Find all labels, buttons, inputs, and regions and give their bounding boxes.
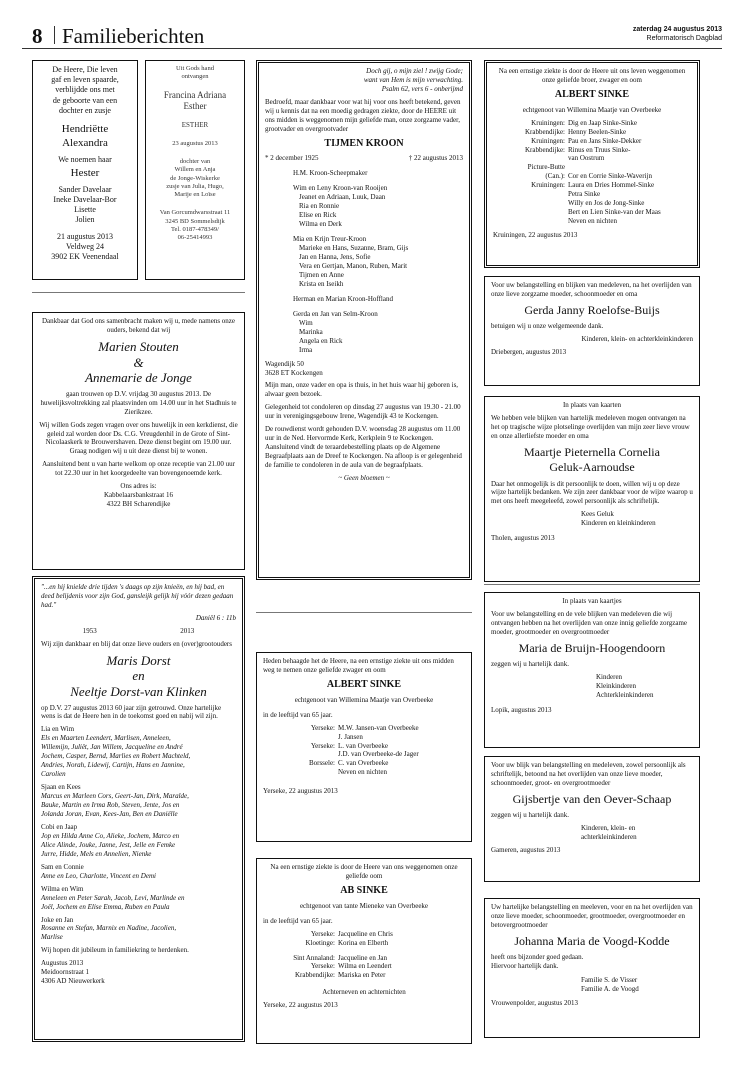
text-line: Kabbelaarsbankstraat 16 — [104, 491, 173, 500]
family-member: M.W. Jansen-van Overbeeke — [338, 723, 419, 732]
nickname-intro: We noemen haar — [58, 155, 112, 165]
newspaper-name: Reformatorisch Dagblad — [646, 35, 722, 42]
family-groups — [41, 725, 236, 942]
ad-intro: Na een ernstige ziekte is door de Heere uit ons leven weggenomen onze geliefde broer, zwager en oom — [498, 67, 686, 84]
age-line: in de leeftijd van 65 jaar. — [263, 916, 333, 925]
text-line: Doch gij, o mijn ziel ! zwijg Gode; — [366, 67, 463, 75]
family-row — [263, 930, 465, 939]
ad-footer: Kruiningen, 22 augustus 2013 — [493, 231, 578, 240]
ad-intro — [39, 65, 131, 116]
family-member: Tijmen en Anne — [299, 270, 344, 279]
family-group — [41, 783, 236, 819]
ampersand: & — [133, 354, 144, 370]
family-line: Cobi en Jaap — [41, 822, 78, 831]
family-list — [265, 169, 463, 354]
conjunction: en — [132, 668, 145, 684]
footer-line: 4306 AD Nieuwerkerk — [41, 977, 105, 986]
family-line: Jochem, Casper, Bernd, Marlies en Robert Machteld, — [41, 752, 191, 761]
nickname: Hester — [70, 166, 100, 179]
family-member: J. Jansen — [338, 732, 363, 741]
family-line: Bauke, Martin en Irma Rob, Steven, Jente, Jos en — [41, 801, 180, 810]
ad-ab-sinke — [256, 858, 472, 1044]
family-member: Wim — [299, 318, 313, 327]
deceased-name: ALBERT SINKE — [326, 678, 402, 690]
wife-name: Neeltje Dorst-van Klinken — [70, 683, 207, 699]
family-row — [263, 750, 465, 759]
family-member: Herman en Marian Kroon-Hoffland — [293, 294, 393, 303]
family-line: Carolien — [41, 770, 66, 779]
ad-paragraph: op D.V. 27 augustus 2013 60 jaar zijn getrouwd. Onze hartelijke wens is dat de Heere hen in de toekomst goed en nabij wil zijn. — [41, 703, 222, 721]
family-member: Wilma en Leendert — [338, 962, 392, 971]
ad-footer: Lopik, augustus 2013 — [491, 705, 552, 714]
place-label: Kloetinge: — [305, 938, 335, 947]
ad-paragraph: Wij willen Gods zegen vragen over ons huwelijk in een kerkdienst, die geleid zal worden door Ds. C.G. Vreugdenhil in de Grote of Sint-Nicolaaskerk te Brouwershaven. Deze dienst begint om 19.00 uur. Graag nodigen wij u uit deze dienst bij te wonen. — [39, 420, 238, 456]
place-label: Kruiningen: — [531, 118, 565, 127]
thanks-lines — [491, 953, 693, 971]
bible-verse — [265, 67, 463, 94]
ad-gerda — [484, 276, 700, 386]
deceased-name: Johanna Maria de Voogd-Kodde — [514, 933, 670, 948]
family-line: Els en Maarten Leendert, Marlisen, Anneleen, — [41, 734, 171, 743]
address — [39, 482, 238, 509]
family-group — [41, 885, 236, 912]
text-line: Ons adres is: — [120, 482, 157, 491]
ad-hendriette — [32, 60, 138, 280]
family-line: Wilma en Wim — [41, 884, 84, 893]
family-member: Jan en Hanna, Jens, Sofie — [299, 253, 371, 262]
family-member: Jolien — [75, 215, 95, 225]
verse-reference: Psalm 62, vers 6 - onberijmd — [381, 84, 463, 93]
family-member: Ria en Ronnie — [299, 202, 340, 211]
family-line: Jolanda Joran, Evan, Kees-Jan, Ben en Daniëlle — [41, 809, 178, 818]
family-row — [493, 146, 691, 155]
family-list — [491, 976, 693, 994]
text-line: 4322 BH Scharendijke — [106, 500, 171, 509]
ad-paragraph: gaan trouwen op D.V. vrijdag 30 augustus 2013. De huwelijksvoltrekking zal plaatsvinden om 14.00 uur in het Stadhuis te Zierikzee. — [40, 389, 237, 416]
page-header — [22, 22, 722, 49]
family-member: Ineke Davelaar-Bor — [53, 194, 117, 204]
family-row — [493, 199, 691, 208]
family-line: Jurre, Hidde, Mels en Annelien, Nienke — [41, 849, 152, 858]
ad-intro: Voor uw belangstelling en blijken van medeleven, na het overlijden van onze lieve zorgzame moeder, schoonmoeder en oma — [491, 281, 692, 298]
family-line: Joke en Jan — [41, 915, 74, 924]
family-member: Gerda en Jan van Selm-Kroon — [293, 309, 378, 318]
family-row — [263, 971, 465, 980]
footer-line: Veldweg 24 — [66, 241, 104, 251]
place-label — [493, 190, 568, 199]
deceased-name: Gijsbertje van den Oever-Schaap — [512, 791, 672, 806]
ad-paragraph: We hebben vele blijken van hartelijk medeleven mogen ontvangen na het op tragische wijze plotselinge overlijden van mijn zeer lieve vrouw en onze allerliefste moeder en oma — [491, 413, 690, 440]
family-line: Rosanne en Stefan, Marnix en Nadine, Jacolien, — [41, 924, 177, 933]
family-line: Anneleen en Peter Sarah, Jacob, Levi, Marlinde en — [41, 893, 185, 902]
family-line: Anne en Leo, Charlotte, Vincent en Demi — [41, 871, 156, 880]
family-line: Lia en Wim — [41, 725, 75, 734]
text-line: 06-25414993 — [177, 234, 213, 242]
nickname: ESTHER — [181, 120, 209, 129]
place-label: Kruiningen: — [531, 181, 565, 190]
child-name: Francina Adriana — [163, 89, 227, 100]
family-member: Kinderen — [596, 673, 623, 682]
place-label — [263, 768, 338, 777]
ad-francina — [145, 60, 245, 280]
family-line: Marcus en Marleen Cors, Geert-Jan, Dirk, Maralde, — [41, 792, 189, 801]
text-line: want van Hem is mijn verwachting. — [363, 75, 463, 84]
family-line: Jop en Hilda Anne Co, Alieke, Jochem, Marco en — [41, 831, 180, 840]
family-row — [263, 954, 465, 963]
text-line: Marije en Loïse — [174, 191, 216, 199]
life-dates — [265, 154, 463, 163]
family-row — [263, 733, 465, 742]
birth-date: 23 augustus 2013 — [172, 139, 218, 147]
deceased-name: Maartje Pieternella Cornelia — [524, 444, 660, 459]
family-member: Wilma en Derk — [299, 220, 342, 229]
ad-paragraph: Gelegenheid tot condoleren op dinsdag 27 augustus van 19.30 - 21.00 uur in verenigingsgebouw Irene, Wagendijk 43 te Kockengen. — [265, 403, 461, 421]
column-rule — [256, 612, 472, 613]
text-line: Tel. 0187-478349/ — [171, 226, 219, 234]
family-line: Sam en Connie — [41, 862, 84, 871]
place-label — [263, 733, 338, 742]
ad-footer: Yerseke, 22 augustus 2013 — [263, 1001, 338, 1010]
family-member: Pau en Jans Sinke-Dekker — [568, 136, 642, 145]
ad-paragraph: Uw hartelijke belangstelling en meeleven, voor en na het overlijden van onze lieve moeder, schoonmoeder, grootmoeder, overgrootmoeder en betovergrootmoeder — [491, 903, 693, 929]
family-member: Jeanet en Adriaan, Luuk, Daan — [299, 193, 386, 202]
bible-verse: "...en hij knielde drie tijden 's daags op zijn knieën, en hij bad, en deed belijdenis voor zijn God, gansleijk gelijk hij vóór dezen gedaan had." — [41, 583, 234, 609]
child-name-2: Alexandra — [62, 137, 108, 150]
ad-intro: Dankbaar dat God ons samenbracht maken wij u, mede namens onze ouders, bekend dat wij — [41, 317, 236, 334]
place-label: Sint Annaland: — [293, 953, 335, 962]
bride-name: Annemarie de Jonge — [85, 370, 192, 386]
family-member: Neven en nichten — [568, 217, 617, 226]
family-member: Laura en Dries Hommel-Sinke — [568, 181, 655, 190]
header-divider — [54, 26, 55, 44]
ad-paragraph: Daar het onmogelijk is dit persoonlijk te doen, willen wij u op deze wijze hartelijk bedanken. We zijn zeer dankbaar voor de wijze waarop u met ons heeft meegeleefd, zowel persoonlijk als schriftelijk. — [491, 479, 693, 506]
family-member: Familie A. de Voogd — [581, 985, 639, 994]
family-member: J.D. van Overbeeke-de Jager — [338, 750, 419, 759]
family-member: Lisette — [74, 205, 96, 215]
address — [265, 360, 463, 378]
footer-line: 3902 EK Veenendaal — [51, 252, 119, 262]
thanks-line: Hiervoor hartelijk dank. — [491, 962, 559, 971]
deceased-name: Gerda Janny Roelofse-Buijs — [524, 302, 660, 317]
family-row — [263, 742, 465, 751]
family-list — [39, 185, 131, 226]
ad-paragraph: Wij hopen dit jubileum in familiekring te herdenken. — [41, 946, 189, 955]
ad-footer: Tholen, augustus 2013 — [491, 534, 555, 543]
family-member: Irma — [299, 345, 313, 354]
place-label — [493, 217, 568, 226]
issue-date: zaterdag 24 augustus 2013 — [632, 26, 722, 33]
death-date: † 22 augustus 2013 — [408, 154, 463, 163]
family-row — [493, 163, 691, 172]
family-group — [41, 916, 236, 943]
family-list — [493, 119, 691, 226]
place-label: Yerseke: — [310, 723, 335, 732]
family-row — [263, 962, 465, 971]
ad-intro: Na een ernstige ziekte is door de Heere van ons weggenomen onze geliefde oom — [270, 863, 458, 880]
place-label: Yerseke: — [310, 741, 335, 750]
family-member: Jacqueline en Jan — [338, 953, 387, 962]
family-member: L. van Overbeeke — [338, 741, 388, 750]
year-start: 1953 — [82, 626, 97, 635]
place-label: Borssele: — [308, 759, 335, 768]
family-list — [491, 673, 693, 700]
thanks-line: zeggen wij u hartelijk dank. — [491, 660, 569, 669]
ad-intro: Bedroefd, maar dankbaar voor wat hij voor ons heeft betekend, geven wij u kennis dat na een moedig gedragen ziekte, door de HEERE uit ons midden is weggenomen mijn geliefde man, onze zorgzame vader, grootvader en overgrootvader — [265, 97, 461, 133]
family-member: Jacqueline en Chris — [338, 929, 393, 938]
family-member: Wim en Leny Kroon-van Rooijen — [293, 184, 388, 193]
place-label — [493, 208, 568, 217]
family-row — [493, 181, 691, 190]
family-member: Willy en Jos de Jong-Sinke — [568, 199, 645, 208]
groom-name: Marien Stouten — [98, 338, 179, 354]
year-row — [41, 627, 236, 636]
spouse-line: echtgenoot van Willemina Maatje van Overbeeke — [522, 105, 662, 114]
ad-gijsbertje — [484, 756, 700, 882]
ad-maartje — [484, 396, 700, 582]
place-label: Krabbendijke: — [524, 127, 565, 136]
family-row — [493, 128, 691, 137]
ad-footer — [41, 959, 236, 986]
text-line: 3245 BD Sommelsdijk — [165, 217, 225, 225]
ad-albert-sinke-1 — [484, 60, 700, 268]
family-line: Alice Alinde, Jouke, Janne, Jest, Jelle en Femke — [41, 840, 176, 849]
ad-paragraph: Voor uw belangstelling en de vele blijken van medeleven die wij ontvangen hebben na het overlijden van onze innig geliefde zorgzame moeder, grootmoeder en overgrootmoeder — [491, 609, 687, 636]
ad-top-line: In plaats van kaarten — [562, 401, 622, 409]
family-member: Cor en Corrie Sinke-Waverijn — [568, 172, 652, 181]
ad-footer: Driebergen, augustus 2013 — [491, 348, 567, 357]
husband-name: Maris Dorst — [106, 652, 171, 668]
family-row — [493, 208, 691, 217]
place-label — [493, 154, 568, 163]
family-row — [493, 154, 691, 163]
ad-paragraph: Aansluitend bent u van harte welkom op onze receptie van 21.00 uur tot 22.30 uur in het koorgedeelte van bovengenoemde kerk. — [42, 460, 235, 478]
place-label — [263, 750, 338, 759]
family-member: Bert en Lien Sinke-van der Maas — [568, 208, 661, 217]
text-line: de Jonge-Wiskerke — [170, 174, 220, 182]
family-line: Kinderen, klein- en achterkleinkinderen — [581, 335, 693, 344]
ad-footer: Yerseke, 22 augustus 2013 — [263, 787, 338, 796]
place-label: Picture-Butte — [527, 163, 565, 172]
text-line: 3628 ET Kockengen — [265, 368, 323, 377]
ad-footer: ~ Geen bloemen ~ — [338, 474, 390, 483]
footer-line: Augustus 2013 — [41, 959, 84, 968]
text-line: De Heere, Die leven — [52, 65, 118, 74]
family-member: Marieke en Hans, Suzanne, Bram, Gijs — [299, 244, 409, 253]
family-member: Sander Davelaar — [58, 184, 112, 194]
family-list — [263, 930, 465, 981]
deceased-name: AB SINKE — [340, 884, 388, 896]
family-member: Kleinkinderen — [596, 682, 637, 691]
ad-top-line: In plaats van kaartjes — [562, 597, 622, 605]
ad-tijmen — [256, 60, 472, 580]
place-label: Yerseke: — [310, 962, 335, 971]
ad-intro: Heden behaagde het de Heere, na een ernstige ziekte uit ons midden weg te nemen onze geliefde zwager en oom — [263, 657, 454, 674]
family-member: achterkleinkinderen — [581, 833, 637, 842]
family-member: Achterkleinkinderen — [596, 691, 654, 700]
family-row — [263, 939, 465, 948]
place-label: Krabbendijke: — [524, 145, 565, 154]
column-rule — [32, 292, 245, 293]
family-list — [491, 824, 693, 842]
deceased-name: ALBERT SINKE — [554, 88, 630, 100]
child-name-2: Esther — [183, 101, 207, 112]
family-row — [493, 172, 691, 181]
ad-paragraph: Voor uw blijk van belangstelling en medeleven, zowel persoonlijk als schriftelijk, betoond na het overlijden van onze lieve moeder, schoonmoeder, groot- en overgrootmoeder — [491, 761, 686, 787]
footer-line: 21 augustus 2013 — [57, 231, 113, 241]
family-group — [41, 823, 236, 859]
deceased-name-2: Geluk-Aarnoudse — [549, 460, 635, 475]
text-line: gaf en leven spaarde, — [51, 75, 119, 85]
family-line: Willemijn, Juliët, Jan Willem, Jacqueline en André — [41, 743, 183, 752]
thanks-line: heeft ons bijzonder goed gedaan. — [491, 953, 584, 962]
text-line: Uit Gods hand — [176, 65, 214, 72]
ad-intro: Wij zijn dankbaar en blij dat onze lieve ouders en (over)grootouders — [41, 639, 232, 648]
text-line: Wagendijk 50 — [265, 359, 304, 368]
family-line: Andries, Norah, Lidewij, Cartijn, Hans en Jannine, — [41, 761, 185, 770]
family-line: Marlise — [41, 933, 63, 942]
family-member: Korina en Elberth — [338, 938, 389, 947]
thanks-line: zeggen wij u hartelijk dank. — [491, 811, 569, 820]
family-row — [263, 768, 465, 777]
ad-footer — [39, 232, 131, 263]
text-line: ontvangen — [181, 73, 209, 81]
family-member: Angela en Rick — [299, 336, 343, 345]
deceased-name: Maria de Bruijn-Hoogendoorn — [518, 640, 666, 655]
ad-marien — [32, 312, 245, 570]
family-list — [152, 158, 238, 200]
family-member: C. van Overbeeke — [338, 759, 389, 768]
family-member: Mariska en Peter — [338, 971, 386, 980]
family-member: Dig en Jaap Sinke-Sinke — [568, 118, 638, 127]
extra-relatives: Achterneven en achternichten — [322, 988, 406, 997]
page-number: 8 — [32, 24, 43, 48]
thanks-line: betuigen wij u onze welgemeende dank. — [491, 322, 604, 331]
family-line: Joël, Jochem en Elise Emma, Ruben en Paula — [41, 902, 170, 911]
child-name: Hendriëtte — [61, 123, 109, 136]
spouse-line: echtgenoot van Willemina Maatje van Overbeeke — [294, 695, 434, 704]
text-line: Willem en Anja — [174, 166, 216, 174]
ad-maris — [32, 576, 245, 1042]
place-label: Krabbendijke: — [294, 971, 335, 980]
family-list — [263, 724, 465, 778]
text-line: dochter en zusje — [59, 105, 111, 115]
family-member: van Oostrum — [568, 154, 605, 163]
spouse-line: echtgenoot van tante Mieneke van Overbeeke — [299, 901, 429, 910]
column-rule — [484, 584, 700, 585]
verse-reference: Daniël 6 : 11b — [195, 613, 236, 622]
place-label: Yerseke: — [310, 929, 335, 938]
text-line: dochter van — [179, 157, 211, 165]
place-label: Kruiningen: — [531, 136, 565, 145]
age-line: in de leeftijd van 65 jaar. — [263, 710, 333, 719]
family-member: Kinderen en kleinkinderen — [581, 519, 656, 528]
family-member: Familie S. de Visser — [581, 976, 638, 985]
ad-maria — [484, 592, 700, 748]
family-member: Kinderen, klein- en — [581, 824, 636, 833]
ad-paragraph: De rouwdienst wordt gehouden D.V. woensdag 28 augustus om 11.00 uur in de Ned. Hervormde Kerk, Kerkplein 9 te Kockengen. Aansluitend vindt de teraardebestelling plaats op de Algemene Begraafplaats aan de Dreef te Kockengen. Na afloop is er gelegenheid de familie te condoleren in de aula van de begraafplaats. — [265, 425, 462, 470]
text-line: verblijdde ons met — [55, 85, 115, 95]
text-line: de geboorte van een — [52, 95, 118, 105]
family-row — [493, 217, 691, 226]
year-end: 2013 — [180, 626, 195, 635]
ad-footer: Gameren, augustus 2013 — [491, 846, 561, 855]
family-line: Sjaan en Kees — [41, 783, 81, 792]
family-row — [493, 137, 691, 146]
family-member: Elise en Rick — [299, 211, 337, 220]
family-member: Krista en Iseikh — [299, 279, 344, 288]
text-line: zusje van Julia, Hugo, — [166, 182, 224, 190]
footer-line: Meidoornstraat 1 — [41, 968, 90, 977]
family-row — [263, 759, 465, 768]
birth-date: * 2 december 1925 — [265, 154, 319, 163]
family-member: Petra Sinke — [568, 190, 601, 199]
family-row — [263, 724, 465, 733]
family-member: Henny Beelen-Sinke — [568, 127, 627, 136]
family-row — [493, 119, 691, 128]
ad-johanna — [484, 898, 700, 1038]
ad-paragraph: Mijn man, onze vader en opa is thuis, in het huis waar hij geboren is, alwaar geen bezoek. — [265, 381, 459, 399]
section-title: Familieberichten — [62, 24, 205, 48]
family-member: Neven en nichten — [338, 768, 387, 777]
family-row — [493, 190, 691, 199]
family-member: Rinus en Truus Sinke- — [568, 145, 631, 154]
ad-footer: Vrouwenpolder, augustus 2013 — [491, 999, 578, 1008]
family-list — [491, 510, 693, 528]
family-member: Mia en Krijn Treur-Kroon — [293, 235, 367, 244]
deceased-name: TIJMEN KROON — [324, 137, 404, 149]
family-member: Marinka — [299, 327, 323, 336]
family-group — [41, 725, 236, 779]
text-line: Van Gorcumdwarsstraat 11 — [159, 209, 231, 217]
place-label: (Can.): — [545, 172, 565, 181]
family-group — [41, 863, 236, 881]
family-member: H.M. Kroon-Scheepmaker — [293, 169, 368, 178]
family-member: Kees Geluk — [581, 510, 614, 519]
ad-albert-sinke-2 — [256, 652, 472, 842]
address — [152, 209, 238, 242]
family-member: Vera en Gertjan, Manon, Ruben, Marit — [299, 262, 408, 270]
place-label — [493, 199, 568, 208]
